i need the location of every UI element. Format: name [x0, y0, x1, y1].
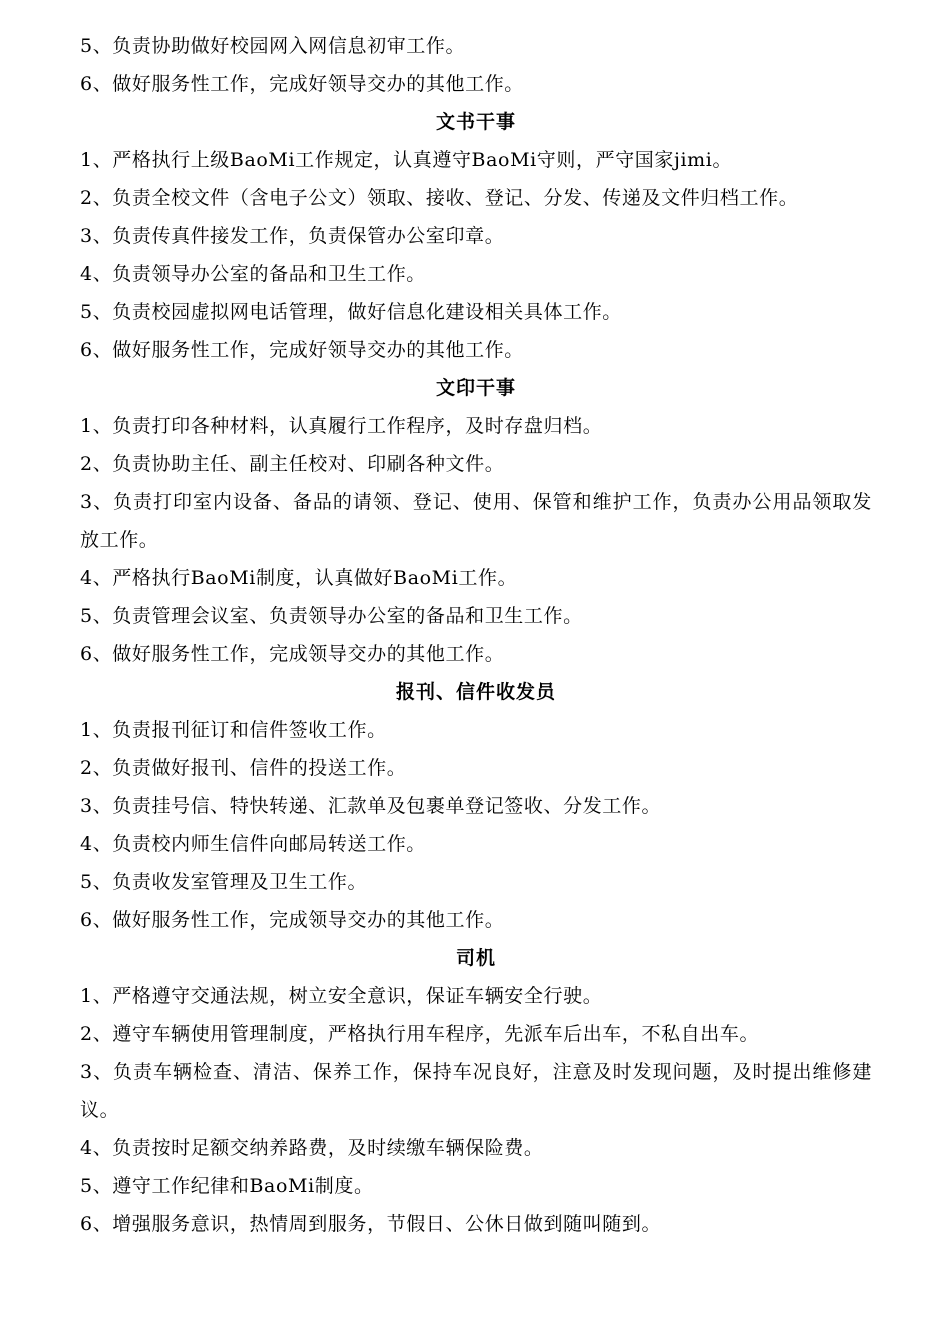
list-item: 5、负责收发室管理及卫生工作。 — [80, 871, 368, 893]
list-item: 5、负责校园虚拟网电话管理，做好信息化建设相关具体工作。 — [80, 301, 622, 323]
section-heading: 文印干事 — [435, 377, 516, 399]
section-printing-clerk — [80, 369, 872, 673]
list-item: 6、做好服务性工作，完成好领导交办的其他工作。 — [80, 73, 524, 95]
intro-block — [80, 27, 872, 103]
list-item: 3、负责传真件接发工作，负责保管办公室印章。 — [80, 225, 505, 247]
list-item: 6、做好服务性工作，完成领导交办的其他工作。 — [80, 909, 505, 931]
section-heading: 文书干事 — [435, 111, 516, 133]
list-item: 4、负责按时足额交纳养路费，及时续缴车辆保险费。 — [80, 1137, 544, 1159]
list-item: 1、负责打印各种材料，认真履行工作程序，及时存盘归档。 — [80, 415, 603, 437]
list-item: 1、严格遵守交通法规，树立安全意识，保证车辆安全行驶。 — [80, 985, 603, 1007]
list-item: 5、负责协助做好校园网入网信息初审工作。 — [80, 35, 466, 57]
list-item: 4、严格执行BaoMi制度，认真做好BaoMi工作。 — [80, 567, 518, 589]
section-clerk — [80, 103, 872, 369]
document-page — [80, 27, 872, 1243]
list-item: 5、遵守工作纪律和BaoMi制度。 — [80, 1175, 374, 1197]
section-heading: 报刊、信件收发员 — [395, 681, 556, 703]
list-item: 4、负责领导办公室的备品和卫生工作。 — [80, 263, 426, 285]
list-item: 2、负责做好报刊、信件的投送工作。 — [80, 757, 407, 779]
list-item: 6、做好服务性工作，完成领导交办的其他工作。 — [80, 643, 505, 665]
section-mail-clerk — [80, 673, 872, 939]
list-item: 6、做好服务性工作，完成好领导交办的其他工作。 — [80, 339, 524, 361]
section-driver — [80, 939, 872, 1243]
list-item: 5、负责管理会议室、负责领导办公室的备品和卫生工作。 — [80, 605, 583, 627]
list-item: 2、负责协助主任、副主任校对、印刷各种文件。 — [80, 453, 505, 475]
list-item: 1、负责报刊征订和信件签收工作。 — [80, 719, 387, 741]
list-item: 3、负责车辆检查、清洁、保养工作，保持车况良好，注意及时发现问题，及时提出维修建议。 — [80, 1061, 872, 1121]
list-item: 6、增强服务意识，热情周到服务，节假日、公休日做到随叫随到。 — [80, 1213, 662, 1235]
list-item: 4、负责校内师生信件向邮局转送工作。 — [80, 833, 426, 855]
section-heading: 司机 — [455, 947, 496, 969]
list-item: 2、负责全校文件（含电子公文）领取、接收、登记、分发、传递及文件归档工作。 — [80, 187, 799, 209]
list-item: 3、负责打印室内设备、备品的请领、登记、使用、保管和维护工作，负责办公用品领取发放工作。 — [80, 491, 872, 551]
list-item: 3、负责挂号信、特快转递、汇款单及包裹单登记签收、分发工作。 — [80, 795, 662, 817]
list-item: 2、遵守车辆使用管理制度，严格执行用车程序，先派车后出车，不私自出车。 — [80, 1023, 760, 1045]
list-item: 1、严格执行上级BaoMi工作规定，认真遵守BaoMi守则，严守国家jimi。 — [80, 149, 733, 171]
